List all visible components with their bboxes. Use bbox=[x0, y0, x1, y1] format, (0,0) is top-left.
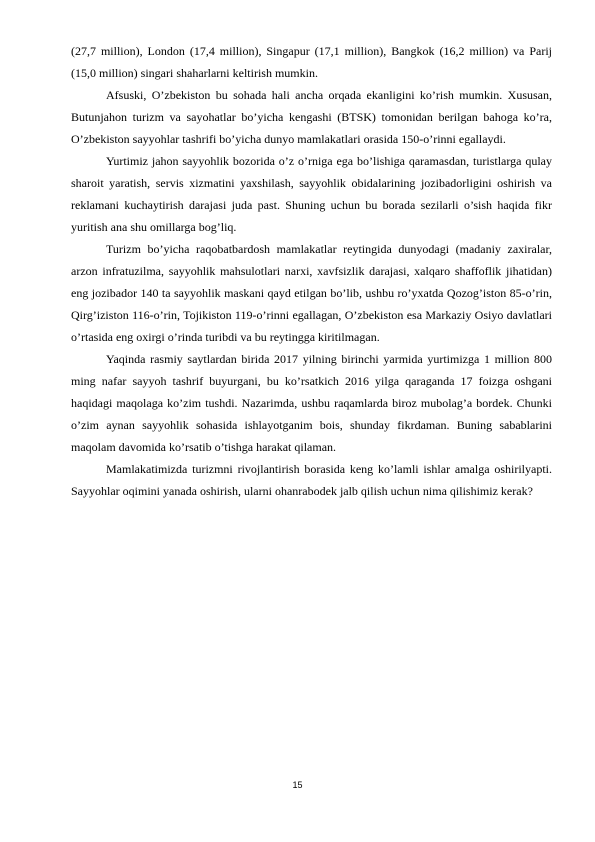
paragraph-3: Yurtimiz jahon sayyohlik bozorida o’z o’rniga ega bo’lishiga qaramasdan, turistlarga qulay sharoit yaratish, servis xizmatini yaxshilash, sayyohlik obidalarining jozibadorligini oshirish va reklamani kuchaytirish darajasi juda past. Shuning uchun bu borada sezilarli o’sish haqida fikr yuritish ana shu omillarga bog’liq. bbox=[71, 154, 552, 234]
page-number: 15 bbox=[292, 780, 303, 790]
paragraph-2: Afsuski, O’zbekiston bu sohada hali ancha orqada ekanligini ko’rish mumkin. Xususan, Butunjahon turizm va sayohatlar bo’yicha kengashi (BTSK) tomonidan berilgan bahoga ko’ra, O’zbekiston sayyohlar tashrifi bo’yicha dunyo mamlakatlari orasida 150-o’rinni egallaydi. bbox=[71, 88, 552, 146]
paragraph-4: Turizm bo’yicha raqobatbardosh mamlakatlar reytingida dunyodagi (madaniy zaxiralar, arzon infratuzilma, sayyohlik mahsulotlari narxi, xavfsizlik darajasi, xalqaro shaffoflik jihatidan) eng jozibador 140 ta sayyohlik maskani qayd etilgan bo’lib, ushbu ro’yxatda Qozog’iston 85-o’rin, Qirg’iziston 116-o’rin, Tojikiston 119-o’rinni egallagan, O’zbekiston esa Markaziy Osiyo davlatlari o’rtasida eng oxirgi o’rinda turibdi va bu reytingga kiritilmagan. bbox=[71, 242, 552, 344]
page-body bbox=[71, 40, 552, 502]
paragraph-1: (27,7 million), London (17,4 million), Singapur (17,1 million), Bangkok (16,2 million) va Parij (15,0 million) singari shaharlarni keltirish mumkin. bbox=[71, 44, 552, 80]
paragraph-5: Yaqinda rasmiy saytlardan birida 2017 yilning birinchi yarmida yurtimizga 1 million 800 ming nafar sayyoh tashrif buyurgani, bu ko’rsatkich 2016 yilga qaraganda 17 foizga oshgani haqidagi maqolaga ko’zim tushdi. Nazarimda, ushbu raqamlarda biroz mubolag’a bordek. Chunki o’zim aynan sayyohlik sohasida ishlayotganim bois, shunday fikrdaman. Buning sabablarini maqolam davomida ko’rsatib o’tishga harakat qilaman. bbox=[71, 352, 552, 454]
paragraph-6: Mamlakatimizda turizmni rivojlantirish borasida keng ko’lamli ishlar amalga oshirilyapti. Sayyohlar oqimini yanada oshirish, ularni ohanrabodek jalb qilish uchun nima qilishimiz kerak? bbox=[71, 462, 552, 498]
